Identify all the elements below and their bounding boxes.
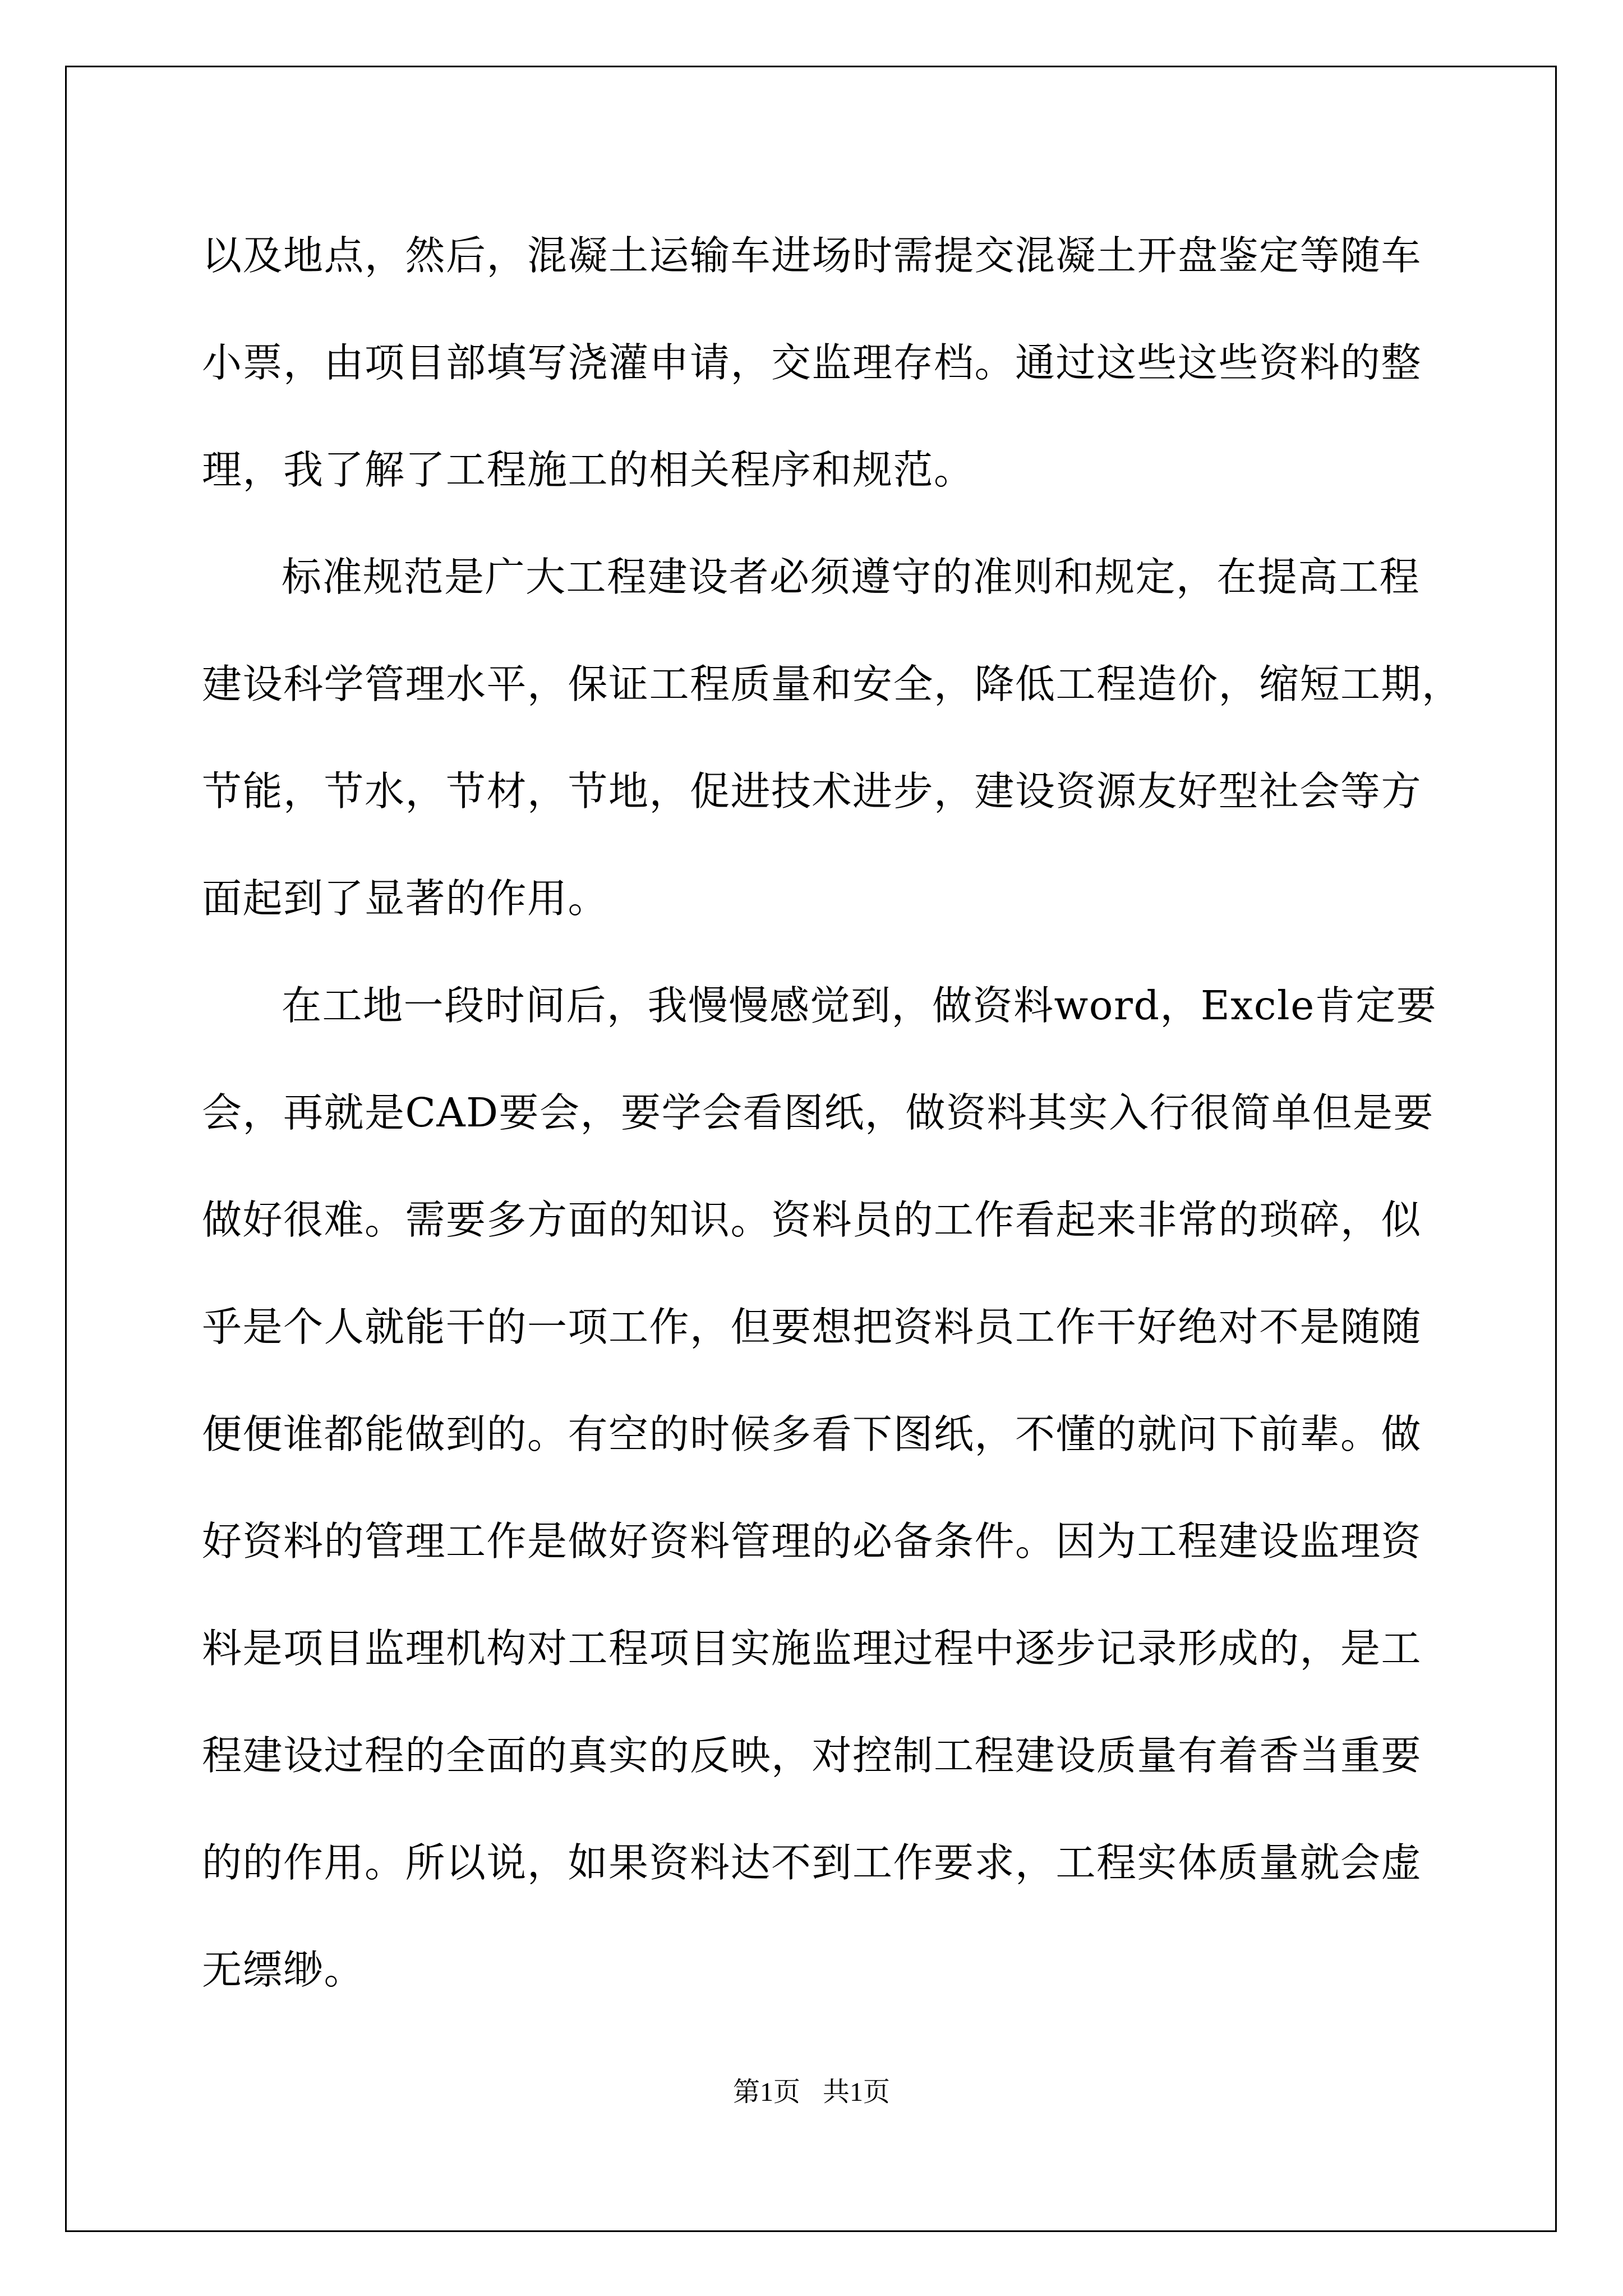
text-line: 以及地点，然后，混凝土运输车进场时需提交混凝土开盘鉴定等随车 [202, 232, 1422, 279]
paragraph [202, 523, 1481, 952]
document-body [202, 202, 1481, 2023]
paragraph [202, 952, 1481, 2023]
text-line: 无缥缈。 [202, 1947, 365, 1993]
text-line: 的的作用。所以说，如果资料达不到工作要求，工程实体质量就会虚 [202, 1839, 1422, 1886]
text-line: 小票，由项目部填写浇灌申请，交监理存档。通过这些这些资料的整 [202, 339, 1422, 386]
text-line: 乎是个人就能干的一项工作，但要想把资料员工作干好绝对不是随随 [202, 1304, 1422, 1350]
text-line: 理，我了解了工程施工的相关程序和规范。 [202, 447, 975, 493]
text-line: 标准规范是广大工程建设者必须遵守的准则和规定，在提高工程 [282, 554, 1421, 600]
text-line: 便便谁都能做到的。有空的时候多看下图纸，不懂的就问下前辈。做 [202, 1411, 1422, 1457]
page-number: 第1页 [732, 2077, 800, 2107]
paragraph [202, 202, 1481, 523]
page-total: 共1页 [823, 2077, 891, 2107]
text-line: 程建设过程的全面的真实的反映，对控制工程建设质量有着香当重要 [202, 1732, 1422, 1779]
page-footer [0, 2076, 1623, 2109]
text-line: 会，再就是CAD要会，要学会看图纸，做资料其实入行很简单但是要 [202, 1089, 1435, 1136]
text-line: 面起到了显著的作用。 [202, 875, 609, 922]
text-line: 建设科学管理水平，保证工程质量和安全，降低工程造价，缩短工期， [202, 661, 1463, 707]
text-line: 料是项目监理机构对工程项目实施监理过程中逐步记录形成的，是工 [202, 1625, 1422, 1672]
text-line: 节能，节水，节材，节地，促进技术进步，建设资源友好型社会等方 [202, 768, 1422, 815]
text-line: 在工地一段时间后，我慢慢感觉到，做资料word，Excle肯定要 [282, 982, 1437, 1029]
text-line: 做好很难。需要多方面的知识。资料员的工作看起来非常的琐碎，似 [202, 1197, 1422, 1243]
text-line: 好资料的管理工作是做好资料管理的必备条件。因为工程建设监理资 [202, 1518, 1422, 1565]
